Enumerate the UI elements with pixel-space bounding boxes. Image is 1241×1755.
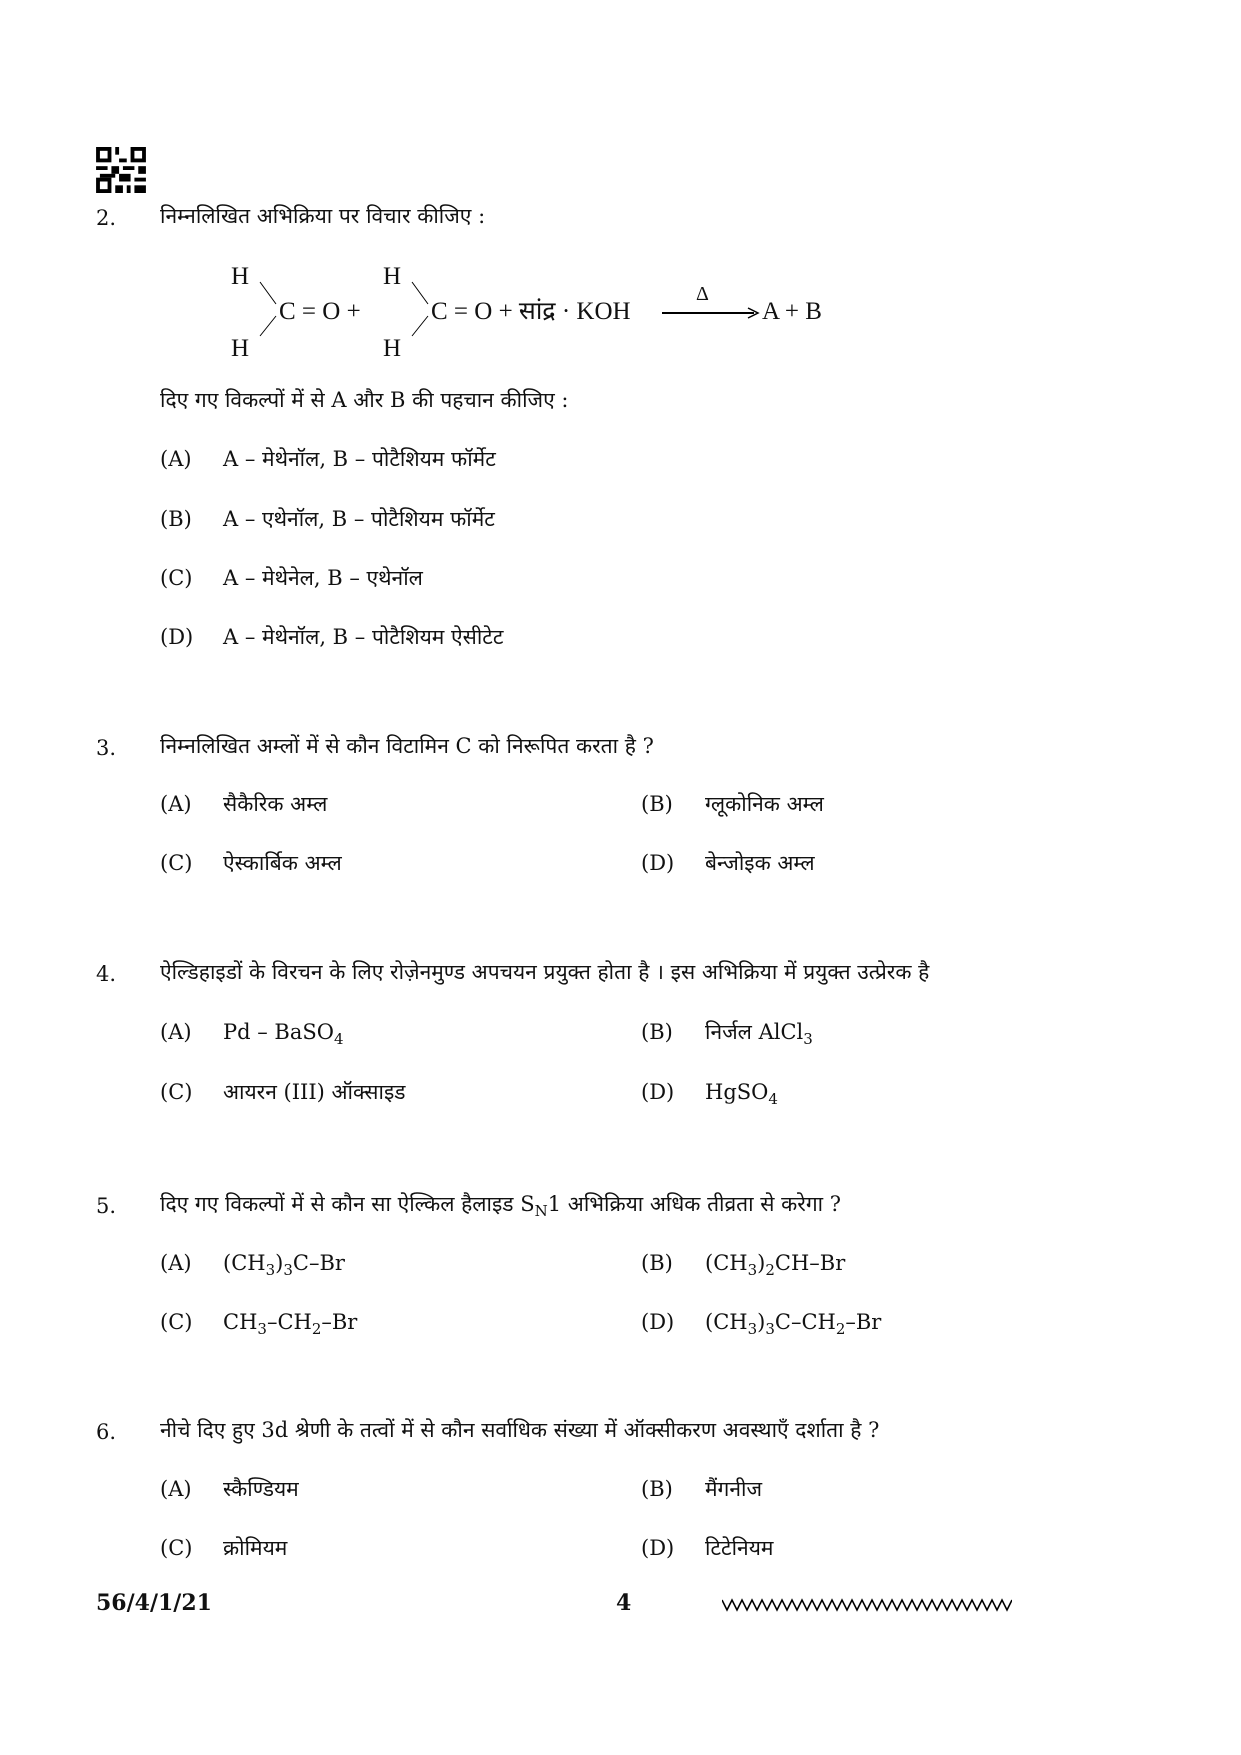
option-label: (D) <box>641 1536 675 1560</box>
option-text: निर्जल AlCl$_3$ <box>705 1020 813 1048</box>
option-text: ऐस्कार्बिक अम्ल <box>223 851 342 875</box>
question-text: दिए गए विकल्पों में से कौन सा ऐल्किल हैलाइड $S_N1$ अभिक्रिया अधिक तीव्रता से करेगा ? <box>160 1192 842 1220</box>
heat-symbol: Δ <box>696 283 709 305</box>
option-text: Pd – BaSO$_4$ <box>223 1020 344 1048</box>
question-number: 5. <box>96 1194 117 1218</box>
option-label: (C) <box>160 1536 193 1560</box>
qr-code-icon <box>95 147 147 193</box>
option-label: (B) <box>641 792 673 816</box>
question-number: 3. <box>96 736 117 760</box>
wavy-line-icon <box>722 1598 1012 1612</box>
option-label: (A) <box>160 1477 192 1501</box>
option-label: (D) <box>641 851 675 875</box>
option-text: A – मेथेनेल, B – एथेनॉल <box>223 566 423 590</box>
option-label: (B) <box>641 1020 673 1044</box>
h-atom: H <box>231 335 250 362</box>
h-atom: H <box>231 263 250 290</box>
carbonyl-1: C = O + <box>279 298 361 325</box>
option-label: (C) <box>160 851 193 875</box>
option-label: (D) <box>160 625 194 649</box>
option-label: (A) <box>160 1251 192 1275</box>
option-text: मैंगनीज <box>705 1477 763 1501</box>
option-text: सैकैरिक अम्ल <box>223 792 328 816</box>
arrow-icon <box>662 306 760 320</box>
option-label: (D) <box>641 1310 675 1334</box>
question-text: निम्नलिखित अभिक्रिया पर विचार कीजिए : <box>160 204 486 228</box>
option-label: (B) <box>641 1477 673 1501</box>
option-text: A – मेथेनॉल, B – पोटैशियम ऐसीटेट <box>223 625 504 649</box>
question-text: नीचे दिए हुए 3d श्रेणी के तत्वों में से कौन सर्वाधिक संख्या में ऑक्सीकरण अवस्थाएँ दर्शाता है ? <box>160 1418 880 1442</box>
option-text: स्कैण्डियम <box>223 1477 299 1501</box>
page-number: 4 <box>616 1590 632 1616</box>
option-label: (C) <box>160 566 193 590</box>
option-label: (A) <box>160 792 192 816</box>
option-label: (C) <box>160 1310 193 1334</box>
option-text: A – मेथेनॉल, B – पोटैशियम फॉर्मेट <box>223 447 496 471</box>
option-text: टिटेनियम <box>705 1536 774 1560</box>
option-text: क्रोमियम <box>223 1536 288 1560</box>
question-number: 6. <box>96 1420 117 1444</box>
h-atom: H <box>383 335 402 362</box>
products: A + B <box>762 298 822 325</box>
option-text: आयरन (III) ऑक्साइड <box>223 1080 406 1104</box>
question-number: 2. <box>96 206 117 230</box>
option-text: ग्लूकोनिक अम्ल <box>705 792 824 816</box>
option-formula: $CH_3-CH_2-Br$ <box>223 1310 358 1338</box>
h-atom: H <box>383 263 402 290</box>
option-formula: $(CH_3)_3C-Br$ <box>223 1251 345 1279</box>
carbonyl-2-koh: C = O + सांद्र · KOH <box>431 298 631 325</box>
option-formula: $(CH_3)_2CH-Br$ <box>705 1251 846 1279</box>
question-text: ऐल्डिहाइडों के विरचन के लिए रोज़ेनमुण्ड अपचयन प्रयुक्त होता है । इस अभिक्रिया में प्रयुक्त उत्प्रेरक है <box>160 960 930 984</box>
option-text: A – एथेनॉल, B – पोटैशियम फॉर्मेट <box>223 507 495 531</box>
question-text: निम्नलिखित अम्लों में से कौन विटामिन C को निरूपित करता है ? <box>160 734 654 758</box>
option-label: (B) <box>160 507 192 531</box>
option-label: (C) <box>160 1080 193 1104</box>
question-subtext: दिए गए विकल्पों में से A और B की पहचान कीजिए : <box>160 388 569 412</box>
option-label: (B) <box>641 1251 673 1275</box>
option-formula: $(CH_3)_3C-CH_2-Br$ <box>705 1310 882 1338</box>
option-label: (A) <box>160 1020 192 1044</box>
option-label: (D) <box>641 1080 675 1104</box>
option-label: (A) <box>160 447 192 471</box>
option-text: HgSO$_4$ <box>705 1080 778 1108</box>
option-text: बेन्जोइक अम्ल <box>705 851 815 875</box>
question-number: 4. <box>96 962 117 986</box>
paper-code: 56/4/1/21 <box>96 1590 212 1616</box>
